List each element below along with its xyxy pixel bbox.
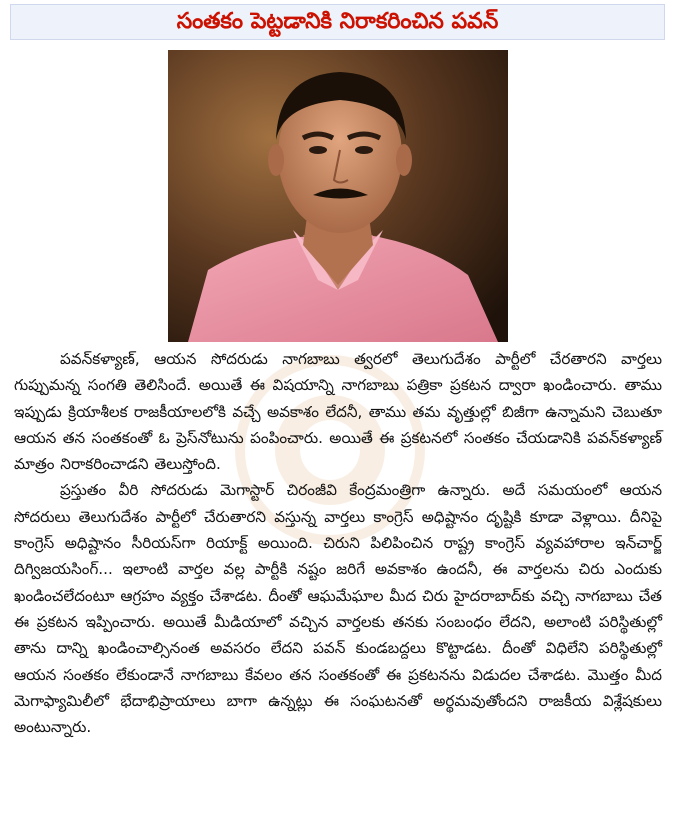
article-body [14, 346, 662, 740]
paragraph-2: ప్రస్తుతం వీరి సోదరుడు మెగాస్టార్ చిరంజీవి కేంద్రమంత్రిగా ఉన్నారు. అదే సమయంలో ఆయన సోదరులు తెలుగుదేశం పార్టీలో చేరుతారని వస్తున్న వార్తలు కాంగ్రెస్ అధిష్టానం దృష్టికి కూడా వెళ్లాయి. దీనిపై కాంగ్రెస్ అధిష్టానం సీరియస్‌గా రియాక్ట్ అయింది. చిరుని పిలిపించిన రాష్ట్ర కాంగ్రెస్ వ్యవహారాల ఇన్‌చార్జ్ దిగ్విజయసింగ్... ఇలాంటి వార్తల వల్ల పార్టీకి నష్టం జరిగే అవకాశం ఉందనీ, ఈ వార్తలను చిరు ఎందుకు ఖండించలేదంటూ ఆగ్రహం వ్యక్తం చేశాడట. దీంతో ఆఘమేఘాల మీద చిరు హైదరాబాద్‌కు వచ్చి నాగబాబు చేత ఈ ప్రకటన ఇప్పించారు. అయితే మీడియాలో వచ్చిన వార్తలకు తనకు సంబంధం లేదని, అలాంటి పరిస్థితుల్లో తాను దాన్ని ఖండించాల్సినంత అవసరం లేదని పవన్ కుండబద్దలు కొట్టాడట. దీంతో విధిలేని పరిస్థితుల్లో ఆయన సంతకం లేకుండానే నాగబాబు కేవలం తన సంతకంతో ఈ ప్రకటనను విడుదల చేశాడట. మొత్తం మీద మెగాఫ్యామిలీలో భేదాభిప్రాయాలు బాగా ఉన్నట్లు ఈ సంఘటనతో అర్థమవుతోందని రాజకీయ విశ్లేషకులు అంటున్నారు. [14, 481, 662, 737]
paragraph-1: పవన్‌కళ్యాణ్, ఆయన సోదరుడు నాగబాబు త్వరలో తెలుగుదేశం పార్టీలో చేరతారని వార్తలు గుప్పుమన్న సంగతి తెలిసిందే. అయితే ఈ విషయాన్ని నాగబాబు పత్రికా ప్రకటన ద్వారా ఖండించారు. తాము ఇప్పుడు క్రియాశీలక రాజకీయాలలోకి వచ్చే అవకాశం లేదనీ, తాము తమ వృత్తుల్లో బిజీగా ఉన్నామని చెబుతూ ఆయన తన సంతకంతో ఓ ప్రెస్‌నోటును పంపించారు. అయితే ఈ ప్రకటనలో సంతకం చేయడానికి పవన్‌కళ్యాణ్ మాత్రం నిరాకరించాడని తెలుస్తోంది. [14, 350, 662, 474]
headline: సంతకం పెట్టడానికి నిరాకరించిన పవన్ [176, 9, 499, 34]
portrait-photo [168, 50, 508, 342]
headline-banner [10, 4, 665, 40]
